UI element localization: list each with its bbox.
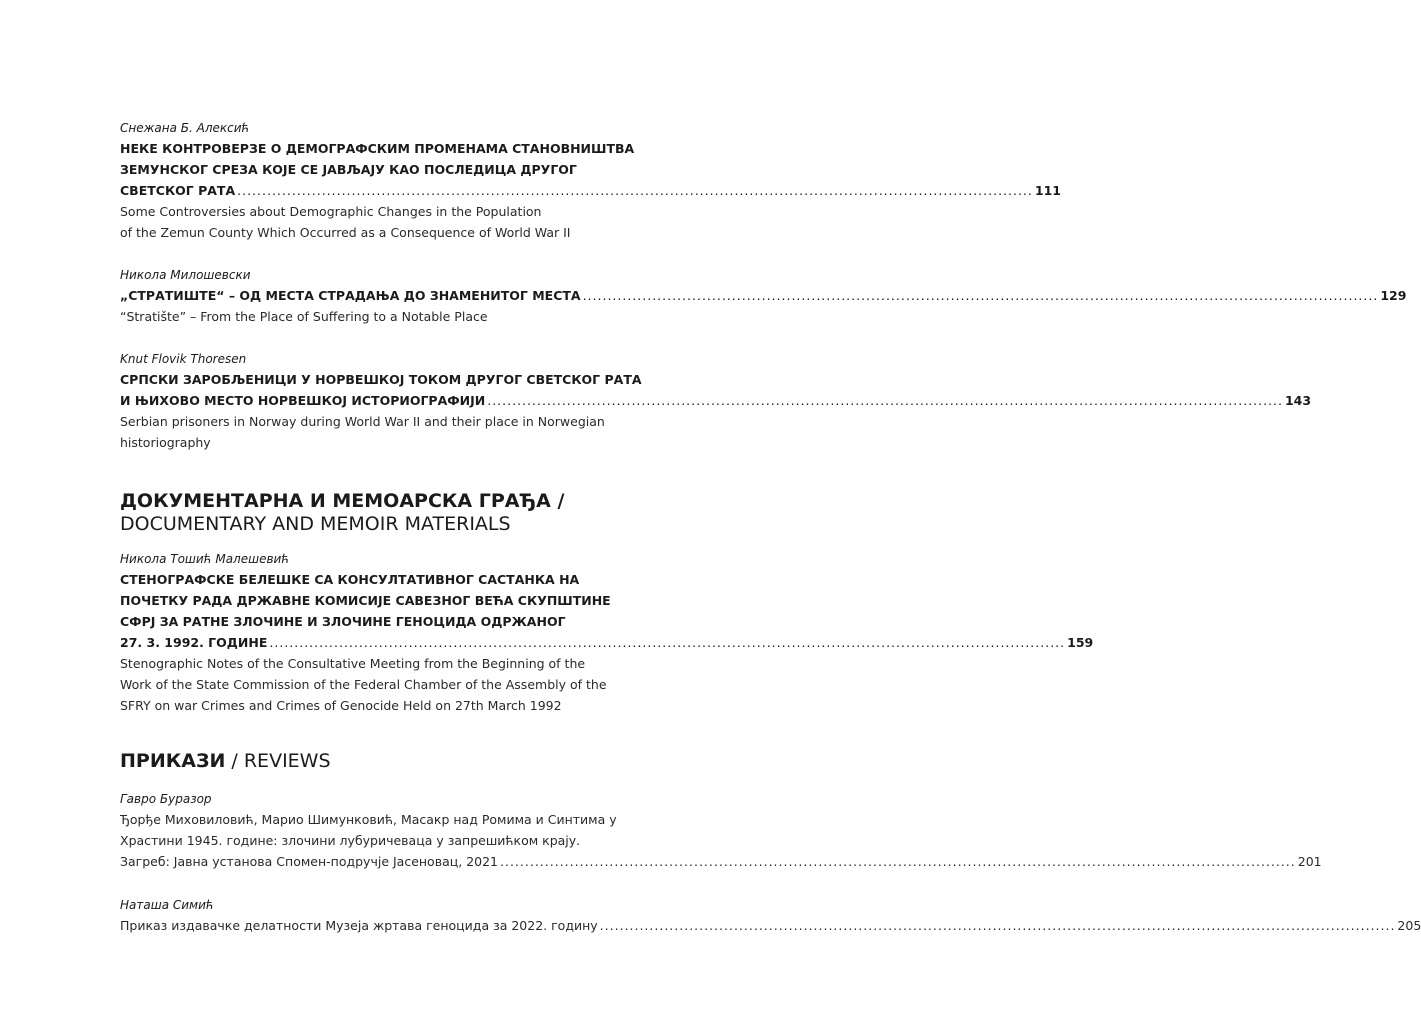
dot-leader: ................................................................................................................................................................ (500, 854, 1296, 869)
page-number: 143 (1284, 393, 1312, 408)
article-title-line: НЕКЕ КОНТРОВЕРЗЕ О ДЕМОГРАФСКИМ ПРОМЕНАМА СТАНОВНИШТВА (120, 141, 635, 156)
article-title-text: „СТРАТИШТЕ“ – ОД МЕСТА СТРАДАЊА ДО ЗНАМЕНИТОГ МЕСТА (120, 288, 581, 303)
article-title-text: 27. 3. 1992. ГОДИНЕ (120, 635, 268, 650)
article-title-line: СТЕНОГРАФСКЕ БЕЛЕШКЕ СА КОНСУЛТАТИВНОГ САСТАНКА НА (120, 572, 580, 587)
english-title-line: SFRY on war Crimes and Crimes of Genocide Held on 27th March 1992 (120, 698, 562, 713)
review-last-line (120, 851, 1322, 872)
english-title-line: “Stratište” – From the Place of Suffering to a Notable Place (120, 309, 488, 324)
dot-leader: ................................................................................................................................................................ (487, 393, 1283, 408)
section-title-serbian: ПРИКАЗИ (120, 750, 226, 772)
article-title-last-line (120, 180, 1061, 201)
section-title-english: REVIEWS (243, 750, 331, 772)
page-number: 201 (1297, 854, 1322, 869)
article-title-last-line (120, 390, 1312, 411)
english-title-line: Stenographic Notes of the Consultative Meeting from the Beginning of the (120, 656, 586, 671)
toc-review-entry (120, 896, 1421, 936)
english-title-line: of the Zemun County Which Occurred as a Consequence of World War II (120, 225, 571, 240)
section-title-separator: / (225, 750, 244, 772)
page-number: 205 (1397, 918, 1421, 933)
article-title-last-line (120, 632, 1094, 653)
article-title-line: СРПСКИ ЗАРОБЉЕНИЦИ У НОРВЕШКОЈ ТОКОМ ДРУГОГ СВЕТСКОГ РАТА (120, 372, 642, 387)
author-name: Никола Милошевски (120, 268, 251, 282)
english-title-line: historiography (120, 435, 211, 450)
article-title-line: ЗЕМУНСКОГ СРЕЗА КОЈЕ СЕ ЈАВЉАЈУ КАО ПОСЛЕДИЦА ДРУГОГ (120, 162, 577, 177)
section-heading-reviews (120, 750, 640, 773)
toc-entry (120, 266, 1407, 327)
author-name: Наташа Симић (120, 898, 214, 912)
section-title-line (120, 750, 640, 773)
english-title-line: Work of the State Commission of the Federal Chamber of the Assembly of the (120, 677, 607, 692)
dot-leader: ................................................................................................................................................................ (599, 918, 1396, 933)
review-text: Загреб: Јавна установа Спомен-подручје Јасеновац, 2021 (120, 854, 499, 869)
toc-entry (120, 350, 1312, 453)
section-heading-documentary (120, 490, 640, 536)
toc-entry (120, 550, 1094, 716)
review-line: Храстини 1945. године: злочини лубуричеваца у запрешићком крају. (120, 833, 581, 848)
dot-leader: ................................................................................................................................................................ (269, 635, 1066, 650)
author-name: Снежана Б. Алексић (120, 121, 250, 135)
page-number: 129 (1380, 288, 1407, 303)
article-title-last-line (120, 285, 1407, 306)
article-title-text: И ЊИХОВО МЕСТО НОРВЕШКОЈ ИСТОРИОГРАФИЈИ (120, 393, 486, 408)
dot-leader: ................................................................................................................................................................ (582, 288, 1379, 303)
english-title-line: Some Controversies about Demographic Changes in the Population (120, 204, 542, 219)
review-text: Приказ издавачке делатности Музеја жртава геноцида за 2022. годину (120, 918, 598, 933)
toc-entry (120, 119, 1061, 243)
article-title-text: СВЕТСКОГ РАТА (120, 183, 236, 198)
page-number: 159 (1067, 635, 1094, 650)
review-line: Ђорђе Миховиловић, Марио Шимунковић, Масакр над Ромима и Синтима у (120, 812, 617, 827)
article-title-line: ПОЧЕТКУ РАДА ДРЖАВНЕ КОМИСИЈЕ САВЕЗНОГ ВЕЋА СКУПШТИНЕ (120, 593, 611, 608)
author-name: Knut Flovik Thoresen (120, 352, 247, 366)
page-number: 111 (1034, 183, 1061, 198)
review-last-line (120, 915, 1421, 936)
english-title-line: Serbian prisoners in Norway during World War II and their place in Norwegian (120, 414, 605, 429)
author-name: Никола Тошић Малешевић (120, 552, 290, 566)
toc-review-entry (120, 790, 1322, 872)
section-title-english: DOCUMENTARY AND MEMOIR MATERIALS (120, 513, 511, 535)
dot-leader: ................................................................................................................................................................ (237, 183, 1033, 198)
article-title-line: СФРЈ ЗА РАТНЕ ЗЛОЧИНЕ И ЗЛОЧИНЕ ГЕНОЦИДА ОДРЖАНОГ (120, 614, 566, 629)
section-title-serbian: ДОКУМЕНТАРНА И МЕМОАРСКА ГРАЂА / (120, 490, 565, 512)
author-name: Гавро Буразор (120, 792, 212, 806)
